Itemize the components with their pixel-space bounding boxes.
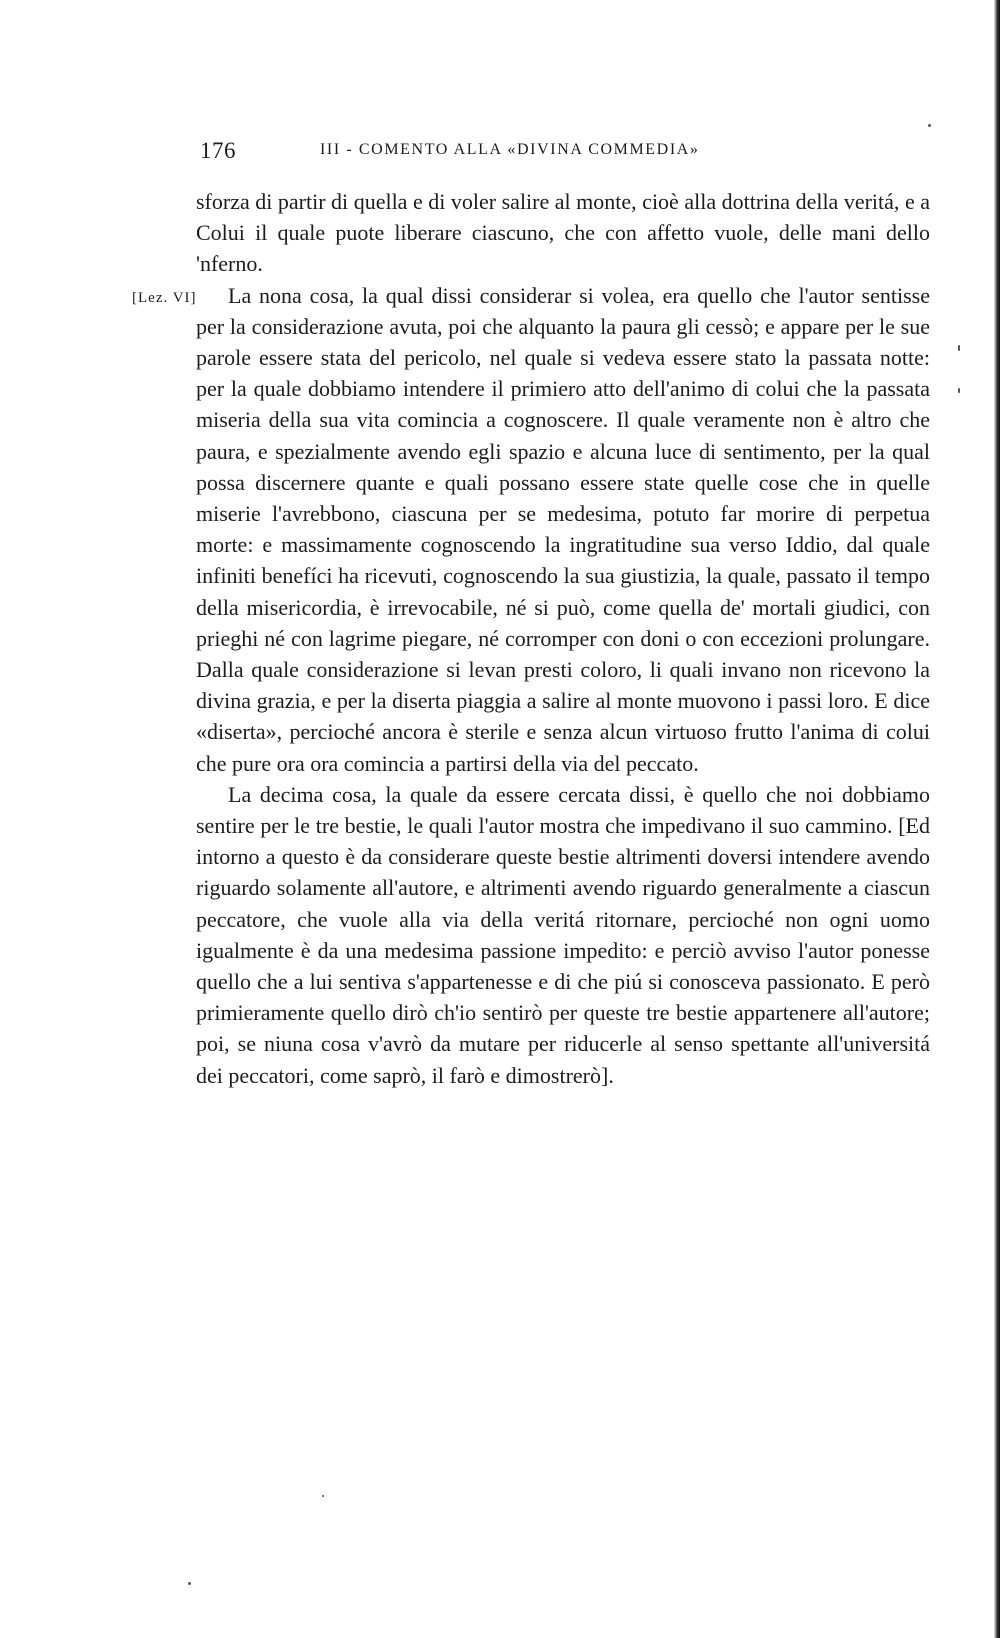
page-number: 176	[200, 138, 236, 163]
paragraph-decima-cosa: La decima cosa, la quale da essere cercata dissi, è quello che noi dobbiamo sentire per le tre bestie, le quali l'autor mostra che impedivano il suo cammino. [Ed intorno a questo è da considerare queste bestie altrimenti doversi intendere avendo riguardo solamente all'autore, e altrimenti avendo riguardo generalmente a ciascun peccatore, che vuole alla via della veritá ritornare, percioché non ogni uomo igualmente è da una medesima passione impedito: e perciò avviso l'autor ponesse quello che a lui sentiva s'appartenesse e di che piú si conosceva passionato. E però primieramente quello dirò ch'io sentirò per queste tre bestie appartenere all'autore; poi, se niuna cosa v'avrò da mutare per riducerle al senso spettante all'universitá dei peccatori, come saprò, il farò e dimostrerò].	[196, 781, 930, 1088]
body-text	[196, 186, 930, 1091]
running-title: III - COMENTO ALLA «DIVINA COMMEDIA»	[320, 141, 700, 158]
paragraph-nona-cosa: La nona cosa, la qual dissi considerar si volea, era quello che l'autor sentisse per la considerazione avuta, poi che alquanto la paura gli cessò; e appare per le sue parole essere stata del pericolo, nel quale si vedeva essere stato la passata notte: per la quale dobbiamo intendere il primiero atto dell'animo di colui che la passata miseria della sua vita comincia a cognoscere. Il quale veramente non è altro che paura, e spezialmente avendo egli spazio e alcuna luce di sentimento, per la qual possa discernere quante e quali possano essere state quelle cose che in quelle miserie l'avrebbono, ciascuna per se medesima, potuto far morire di perpetua morte: e massimamente cognoscendo la ingratitudine sua verso Iddio, dal quale infiniti benefíci ha ricevuti, cognoscendo la sua giustizia, la quale, passato il tempo della misericordia, è irrevocabile, né si può, come quella de' mortali giudici, con prieghi né con lagrime piegare, né corromper con doni o con eccezioni prolungare. Dalla quale considerazione si levan presti coloro, li quali invano non ricevono la divina grazia, e per la diserta piaggia a salire al monte muovono i passi loro. E dice «diserta», percioché ancora è sterile e senza alcun virtuoso frutto l'anima di colui che pure ora ora comincia a partirsi della via del peccato.	[196, 282, 930, 776]
scan-speck	[958, 388, 960, 393]
running-head	[200, 138, 920, 168]
scan-speck	[958, 345, 960, 351]
scan-speck	[928, 124, 931, 127]
scan-speck	[188, 1582, 191, 1585]
margin-note: [Lez. VI]	[132, 290, 197, 306]
scan-speck	[322, 1495, 324, 1497]
paragraph-continuation: sforza di partir di quella e di voler salire al monte, cioè alla dottrina della veritá, e a Colui il quale puote liberare ciascuno, che con affetto vuole, delle mani dello 'nferno.	[196, 189, 930, 277]
binding-edge	[994, 0, 1000, 1638]
